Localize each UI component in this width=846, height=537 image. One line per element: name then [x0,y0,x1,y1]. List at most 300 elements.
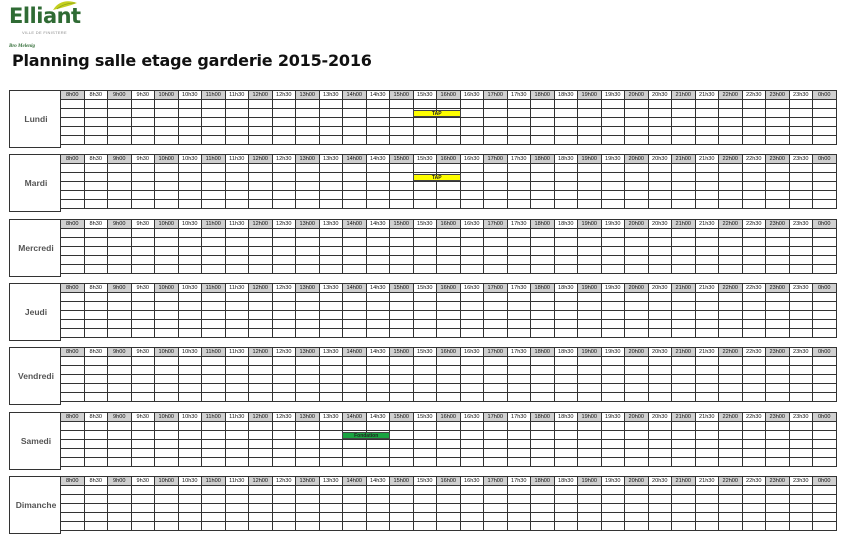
schedule-cell[interactable] [695,320,719,329]
schedule-cell[interactable] [695,127,719,136]
schedule-cell[interactable] [131,191,155,200]
schedule-cell[interactable] [789,238,813,247]
schedule-cell[interactable] [531,504,555,513]
schedule-cell[interactable] [131,495,155,504]
schedule-cell[interactable] [766,320,790,329]
schedule-cell[interactable] [625,191,649,200]
schedule-cell[interactable] [672,293,696,302]
schedule-cell[interactable] [484,229,508,238]
schedule-cell[interactable] [249,449,273,458]
schedule-cell[interactable] [249,504,273,513]
schedule-cell[interactable] [413,486,437,495]
schedule-cell[interactable] [61,431,85,440]
schedule-cell[interactable] [155,329,179,338]
schedule-cell[interactable] [366,256,390,265]
schedule-cell[interactable] [366,191,390,200]
schedule-cell[interactable] [484,182,508,191]
schedule-cell[interactable] [413,238,437,247]
schedule-cell[interactable] [131,164,155,173]
schedule-cell[interactable] [272,458,296,467]
schedule-cell[interactable] [390,182,414,191]
schedule-cell[interactable] [84,265,108,274]
schedule-cell[interactable] [789,375,813,384]
schedule-cell[interactable] [601,329,625,338]
schedule-cell[interactable] [719,384,743,393]
schedule-cell[interactable] [789,182,813,191]
schedule-cell[interactable] [484,293,508,302]
schedule-cell[interactable] [484,100,508,109]
schedule-cell[interactable] [155,256,179,265]
schedule-cell[interactable] [719,393,743,402]
schedule-cell[interactable] [437,127,461,136]
schedule-cell[interactable] [108,164,132,173]
schedule-cell[interactable] [601,311,625,320]
schedule-cell[interactable] [272,100,296,109]
schedule-cell[interactable] [225,182,249,191]
schedule-cell[interactable] [484,449,508,458]
schedule-cell[interactable] [249,247,273,256]
schedule-cell[interactable] [601,458,625,467]
schedule-cell[interactable] [601,229,625,238]
schedule-cell[interactable] [789,366,813,375]
schedule-cell[interactable] [202,200,226,209]
schedule-cell[interactable] [155,200,179,209]
schedule-cell[interactable] [789,393,813,402]
schedule-cell[interactable] [61,164,85,173]
schedule-cell[interactable] [84,118,108,127]
schedule-cell[interactable] [202,256,226,265]
schedule-cell[interactable] [625,293,649,302]
schedule-cell[interactable] [249,293,273,302]
schedule-cell[interactable] [766,136,790,145]
schedule-cell[interactable] [766,118,790,127]
schedule-cell[interactable] [225,256,249,265]
schedule-cell[interactable] [648,191,672,200]
schedule-cell[interactable] [390,366,414,375]
schedule-cell[interactable] [554,127,578,136]
schedule-cell[interactable] [84,191,108,200]
schedule-cell[interactable] [61,513,85,522]
schedule-cell[interactable] [366,136,390,145]
schedule-cell[interactable] [648,302,672,311]
schedule-cell[interactable] [742,449,766,458]
schedule-cell[interactable] [437,293,461,302]
schedule-cell[interactable] [789,329,813,338]
schedule-cell[interactable] [108,522,132,531]
schedule-cell[interactable] [343,513,367,522]
schedule-cell[interactable] [601,182,625,191]
schedule-cell[interactable] [813,431,837,440]
schedule-cell[interactable] [719,191,743,200]
schedule-cell[interactable] [249,431,273,440]
schedule-cell[interactable] [813,522,837,531]
schedule-cell[interactable] [366,118,390,127]
schedule-cell[interactable] [84,513,108,522]
schedule-cell[interactable] [648,384,672,393]
schedule-cell[interactable] [437,191,461,200]
schedule-cell[interactable] [766,256,790,265]
schedule-cell[interactable] [272,320,296,329]
schedule-cell[interactable] [578,422,602,431]
schedule-cell[interactable] [625,329,649,338]
schedule-cell[interactable] [202,495,226,504]
schedule-cell[interactable] [507,431,531,440]
schedule-cell[interactable] [272,486,296,495]
schedule-cell[interactable] [648,431,672,440]
schedule-cell[interactable] [390,375,414,384]
schedule-cell[interactable] [695,247,719,256]
schedule-cell[interactable] [578,127,602,136]
schedule-cell[interactable] [319,164,343,173]
schedule-cell[interactable] [296,329,320,338]
schedule-cell[interactable] [155,320,179,329]
schedule-cell[interactable] [742,136,766,145]
schedule-cell[interactable] [672,422,696,431]
schedule-cell[interactable] [695,109,719,118]
schedule-cell[interactable] [249,486,273,495]
schedule-cell[interactable] [648,118,672,127]
schedule-cell[interactable] [578,229,602,238]
schedule-cell[interactable] [437,136,461,145]
schedule-cell[interactable] [319,311,343,320]
schedule-cell[interactable] [155,229,179,238]
schedule-cell[interactable] [390,522,414,531]
schedule-cell[interactable] [178,486,202,495]
schedule-cell[interactable] [296,366,320,375]
schedule-cell[interactable] [413,329,437,338]
schedule-cell[interactable] [61,293,85,302]
schedule-cell[interactable] [366,384,390,393]
schedule-cell[interactable] [672,366,696,375]
schedule-cell[interactable] [554,136,578,145]
schedule-cell[interactable] [390,200,414,209]
schedule-cell[interactable] [319,265,343,274]
schedule-cell[interactable] [202,522,226,531]
schedule-cell[interactable] [813,256,837,265]
schedule-cell[interactable] [131,366,155,375]
schedule-cell[interactable] [272,357,296,366]
schedule-cell[interactable] [131,375,155,384]
schedule-cell[interactable] [343,375,367,384]
schedule-cell[interactable] [84,293,108,302]
schedule-cell[interactable] [61,200,85,209]
schedule-cell[interactable] [789,302,813,311]
schedule-cell[interactable] [672,522,696,531]
schedule-cell[interactable] [695,375,719,384]
schedule-cell[interactable] [249,229,273,238]
schedule-cell[interactable] [625,449,649,458]
schedule-cell[interactable] [249,440,273,449]
schedule-cell[interactable] [601,127,625,136]
schedule-cell[interactable] [202,431,226,440]
schedule-cell[interactable] [272,118,296,127]
schedule-cell[interactable] [178,440,202,449]
schedule-cell[interactable] [742,486,766,495]
schedule-cell[interactable] [296,522,320,531]
schedule-cell[interactable] [648,256,672,265]
schedule-cell[interactable] [813,100,837,109]
schedule-cell[interactable] [484,393,508,402]
schedule-cell[interactable] [578,366,602,375]
schedule-cell[interactable] [225,200,249,209]
schedule-cell[interactable] [202,127,226,136]
schedule-cell[interactable] [554,247,578,256]
schedule-cell[interactable] [484,522,508,531]
schedule-cell[interactable] [272,238,296,247]
schedule-cell[interactable] [507,329,531,338]
schedule-cell[interactable] [531,229,555,238]
schedule-cell[interactable] [249,118,273,127]
schedule-cell[interactable] [813,366,837,375]
schedule-cell[interactable] [695,265,719,274]
schedule-cell[interactable] [648,393,672,402]
schedule-cell[interactable] [155,366,179,375]
schedule-cell[interactable] [554,431,578,440]
schedule-cell[interactable] [131,522,155,531]
schedule-cell[interactable] [460,293,484,302]
schedule-cell[interactable] [84,256,108,265]
schedule-cell[interactable] [672,200,696,209]
schedule-cell[interactable] [484,504,508,513]
schedule-cell[interactable] [695,229,719,238]
schedule-cell[interactable] [178,495,202,504]
schedule-cell[interactable] [578,320,602,329]
schedule-cell[interactable] [578,182,602,191]
schedule-cell[interactable] [178,311,202,320]
schedule-cell[interactable] [390,229,414,238]
schedule-cell[interactable] [178,200,202,209]
schedule-cell[interactable] [789,164,813,173]
schedule-cell[interactable] [390,311,414,320]
schedule-cell[interactable] [813,458,837,467]
schedule-cell[interactable] [719,513,743,522]
schedule-cell[interactable] [742,191,766,200]
schedule-cell[interactable] [507,449,531,458]
schedule-cell[interactable] [296,320,320,329]
schedule-cell[interactable] [413,375,437,384]
schedule-cell[interactable] [554,200,578,209]
schedule-cell[interactable] [719,127,743,136]
schedule-cell[interactable] [131,247,155,256]
schedule-cell[interactable] [202,265,226,274]
schedule-cell[interactable] [61,302,85,311]
schedule-cell[interactable] [249,422,273,431]
schedule-cell[interactable] [742,513,766,522]
schedule-cell[interactable] [202,320,226,329]
schedule-cell[interactable] [272,522,296,531]
schedule-cell[interactable] [460,458,484,467]
schedule-cell[interactable] [460,440,484,449]
schedule-cell[interactable] [766,486,790,495]
schedule-cell[interactable] [155,513,179,522]
schedule-cell[interactable] [319,431,343,440]
schedule-cell[interactable] [390,440,414,449]
schedule-cell[interactable] [766,393,790,402]
schedule-cell[interactable] [766,458,790,467]
schedule-cell[interactable] [625,440,649,449]
schedule-cell[interactable] [578,495,602,504]
schedule-cell[interactable] [108,100,132,109]
schedule-cell[interactable] [84,495,108,504]
schedule-cell[interactable] [319,495,343,504]
schedule-cell[interactable] [507,247,531,256]
schedule-cell[interactable] [719,458,743,467]
schedule-cell[interactable] [131,384,155,393]
schedule-cell[interactable] [225,458,249,467]
schedule-cell[interactable] [648,375,672,384]
schedule-cell[interactable] [366,440,390,449]
schedule-cell[interactable] [601,320,625,329]
schedule-cell[interactable] [155,495,179,504]
schedule-cell[interactable] [296,182,320,191]
schedule-cell[interactable] [484,109,508,118]
schedule-cell[interactable] [695,357,719,366]
schedule-cell[interactable] [202,440,226,449]
schedule-cell[interactable] [625,504,649,513]
schedule-cell[interactable] [484,311,508,320]
schedule-cell[interactable] [554,182,578,191]
schedule-cell[interactable] [178,256,202,265]
schedule-cell[interactable] [296,109,320,118]
schedule-cell[interactable] [460,200,484,209]
schedule-cell[interactable] [742,522,766,531]
schedule-cell[interactable] [61,229,85,238]
schedule-cell[interactable] [695,118,719,127]
schedule-cell[interactable] [108,247,132,256]
schedule-cell[interactable] [766,164,790,173]
schedule-cell[interactable] [202,173,226,182]
schedule-cell[interactable] [578,458,602,467]
schedule-cell[interactable] [766,384,790,393]
schedule-cell[interactable] [61,256,85,265]
schedule-cell[interactable] [742,431,766,440]
schedule-cell[interactable] [249,100,273,109]
schedule-cell[interactable] [131,458,155,467]
schedule-cell[interactable] [507,486,531,495]
schedule-cell[interactable] [460,182,484,191]
schedule-cell[interactable] [789,173,813,182]
schedule-cell[interactable] [390,109,414,118]
schedule-cell[interactable] [178,247,202,256]
schedule-cell[interactable] [507,238,531,247]
schedule-cell[interactable] [319,118,343,127]
schedule-cell[interactable] [648,293,672,302]
schedule-cell[interactable] [531,440,555,449]
schedule-cell[interactable] [789,293,813,302]
schedule-cell[interactable] [672,393,696,402]
schedule-cell[interactable] [531,449,555,458]
schedule-cell[interactable] [366,238,390,247]
schedule-cell[interactable] [695,164,719,173]
schedule-cell[interactable] [531,431,555,440]
schedule-cell[interactable] [601,238,625,247]
schedule-cell[interactable] [460,393,484,402]
schedule-cell[interactable] [460,100,484,109]
schedule-cell[interactable] [131,393,155,402]
schedule-cell[interactable] [108,431,132,440]
schedule-cell[interactable] [578,100,602,109]
schedule-cell[interactable] [742,200,766,209]
schedule-cell[interactable] [225,431,249,440]
schedule-cell[interactable] [108,329,132,338]
schedule-cell[interactable] [343,495,367,504]
schedule-cell[interactable] [319,293,343,302]
schedule-cell[interactable] [202,449,226,458]
schedule-cell[interactable] [155,384,179,393]
schedule-cell[interactable] [531,458,555,467]
schedule-cell[interactable] [813,118,837,127]
schedule-cell[interactable] [601,109,625,118]
schedule-cell[interactable] [413,256,437,265]
schedule-cell[interactable] [108,191,132,200]
schedule-cell[interactable] [413,384,437,393]
schedule-cell[interactable] [343,182,367,191]
schedule-cell[interactable] [343,311,367,320]
schedule-cell[interactable] [61,384,85,393]
schedule-cell[interactable] [813,200,837,209]
schedule-cell[interactable] [296,229,320,238]
schedule-cell[interactable] [437,366,461,375]
schedule-cell[interactable] [789,504,813,513]
schedule-cell[interactable] [484,384,508,393]
schedule-cell[interactable] [813,375,837,384]
schedule-cell[interactable] [296,127,320,136]
schedule-cell[interactable] [766,182,790,191]
schedule-cell[interactable] [719,522,743,531]
schedule-cell[interactable] [578,302,602,311]
schedule-cell[interactable] [789,486,813,495]
schedule-cell[interactable] [507,164,531,173]
schedule-cell[interactable] [789,458,813,467]
schedule-cell[interactable] [742,173,766,182]
schedule-cell[interactable] [343,238,367,247]
schedule-cell[interactable] [272,109,296,118]
schedule-cell[interactable] [578,513,602,522]
schedule-cell[interactable] [366,486,390,495]
schedule-cell[interactable] [578,256,602,265]
schedule-cell[interactable] [554,320,578,329]
schedule-cell[interactable] [672,247,696,256]
schedule-cell[interactable] [131,100,155,109]
schedule-cell[interactable] [695,486,719,495]
schedule-cell[interactable] [272,329,296,338]
schedule-cell[interactable] [296,495,320,504]
schedule-cell[interactable] [625,366,649,375]
schedule-cell[interactable] [601,118,625,127]
schedule-cell[interactable] [554,449,578,458]
schedule-cell[interactable] [813,293,837,302]
schedule-cell[interactable] [719,422,743,431]
schedule-cell[interactable] [108,182,132,191]
schedule-cell[interactable] [648,164,672,173]
schedule-cell[interactable] [61,486,85,495]
schedule-cell[interactable] [108,458,132,467]
schedule-cell[interactable] [272,504,296,513]
schedule-cell[interactable] [742,329,766,338]
schedule-cell[interactable] [249,357,273,366]
schedule-cell[interactable] [813,229,837,238]
schedule-cell[interactable] [366,513,390,522]
schedule-cell[interactable] [413,311,437,320]
schedule-cell[interactable] [84,393,108,402]
schedule-cell[interactable] [601,422,625,431]
schedule-cell[interactable] [61,265,85,274]
schedule-cell[interactable] [319,513,343,522]
schedule-cell[interactable] [249,191,273,200]
schedule-cell[interactable] [695,384,719,393]
schedule-cell[interactable] [719,200,743,209]
schedule-cell[interactable] [672,100,696,109]
